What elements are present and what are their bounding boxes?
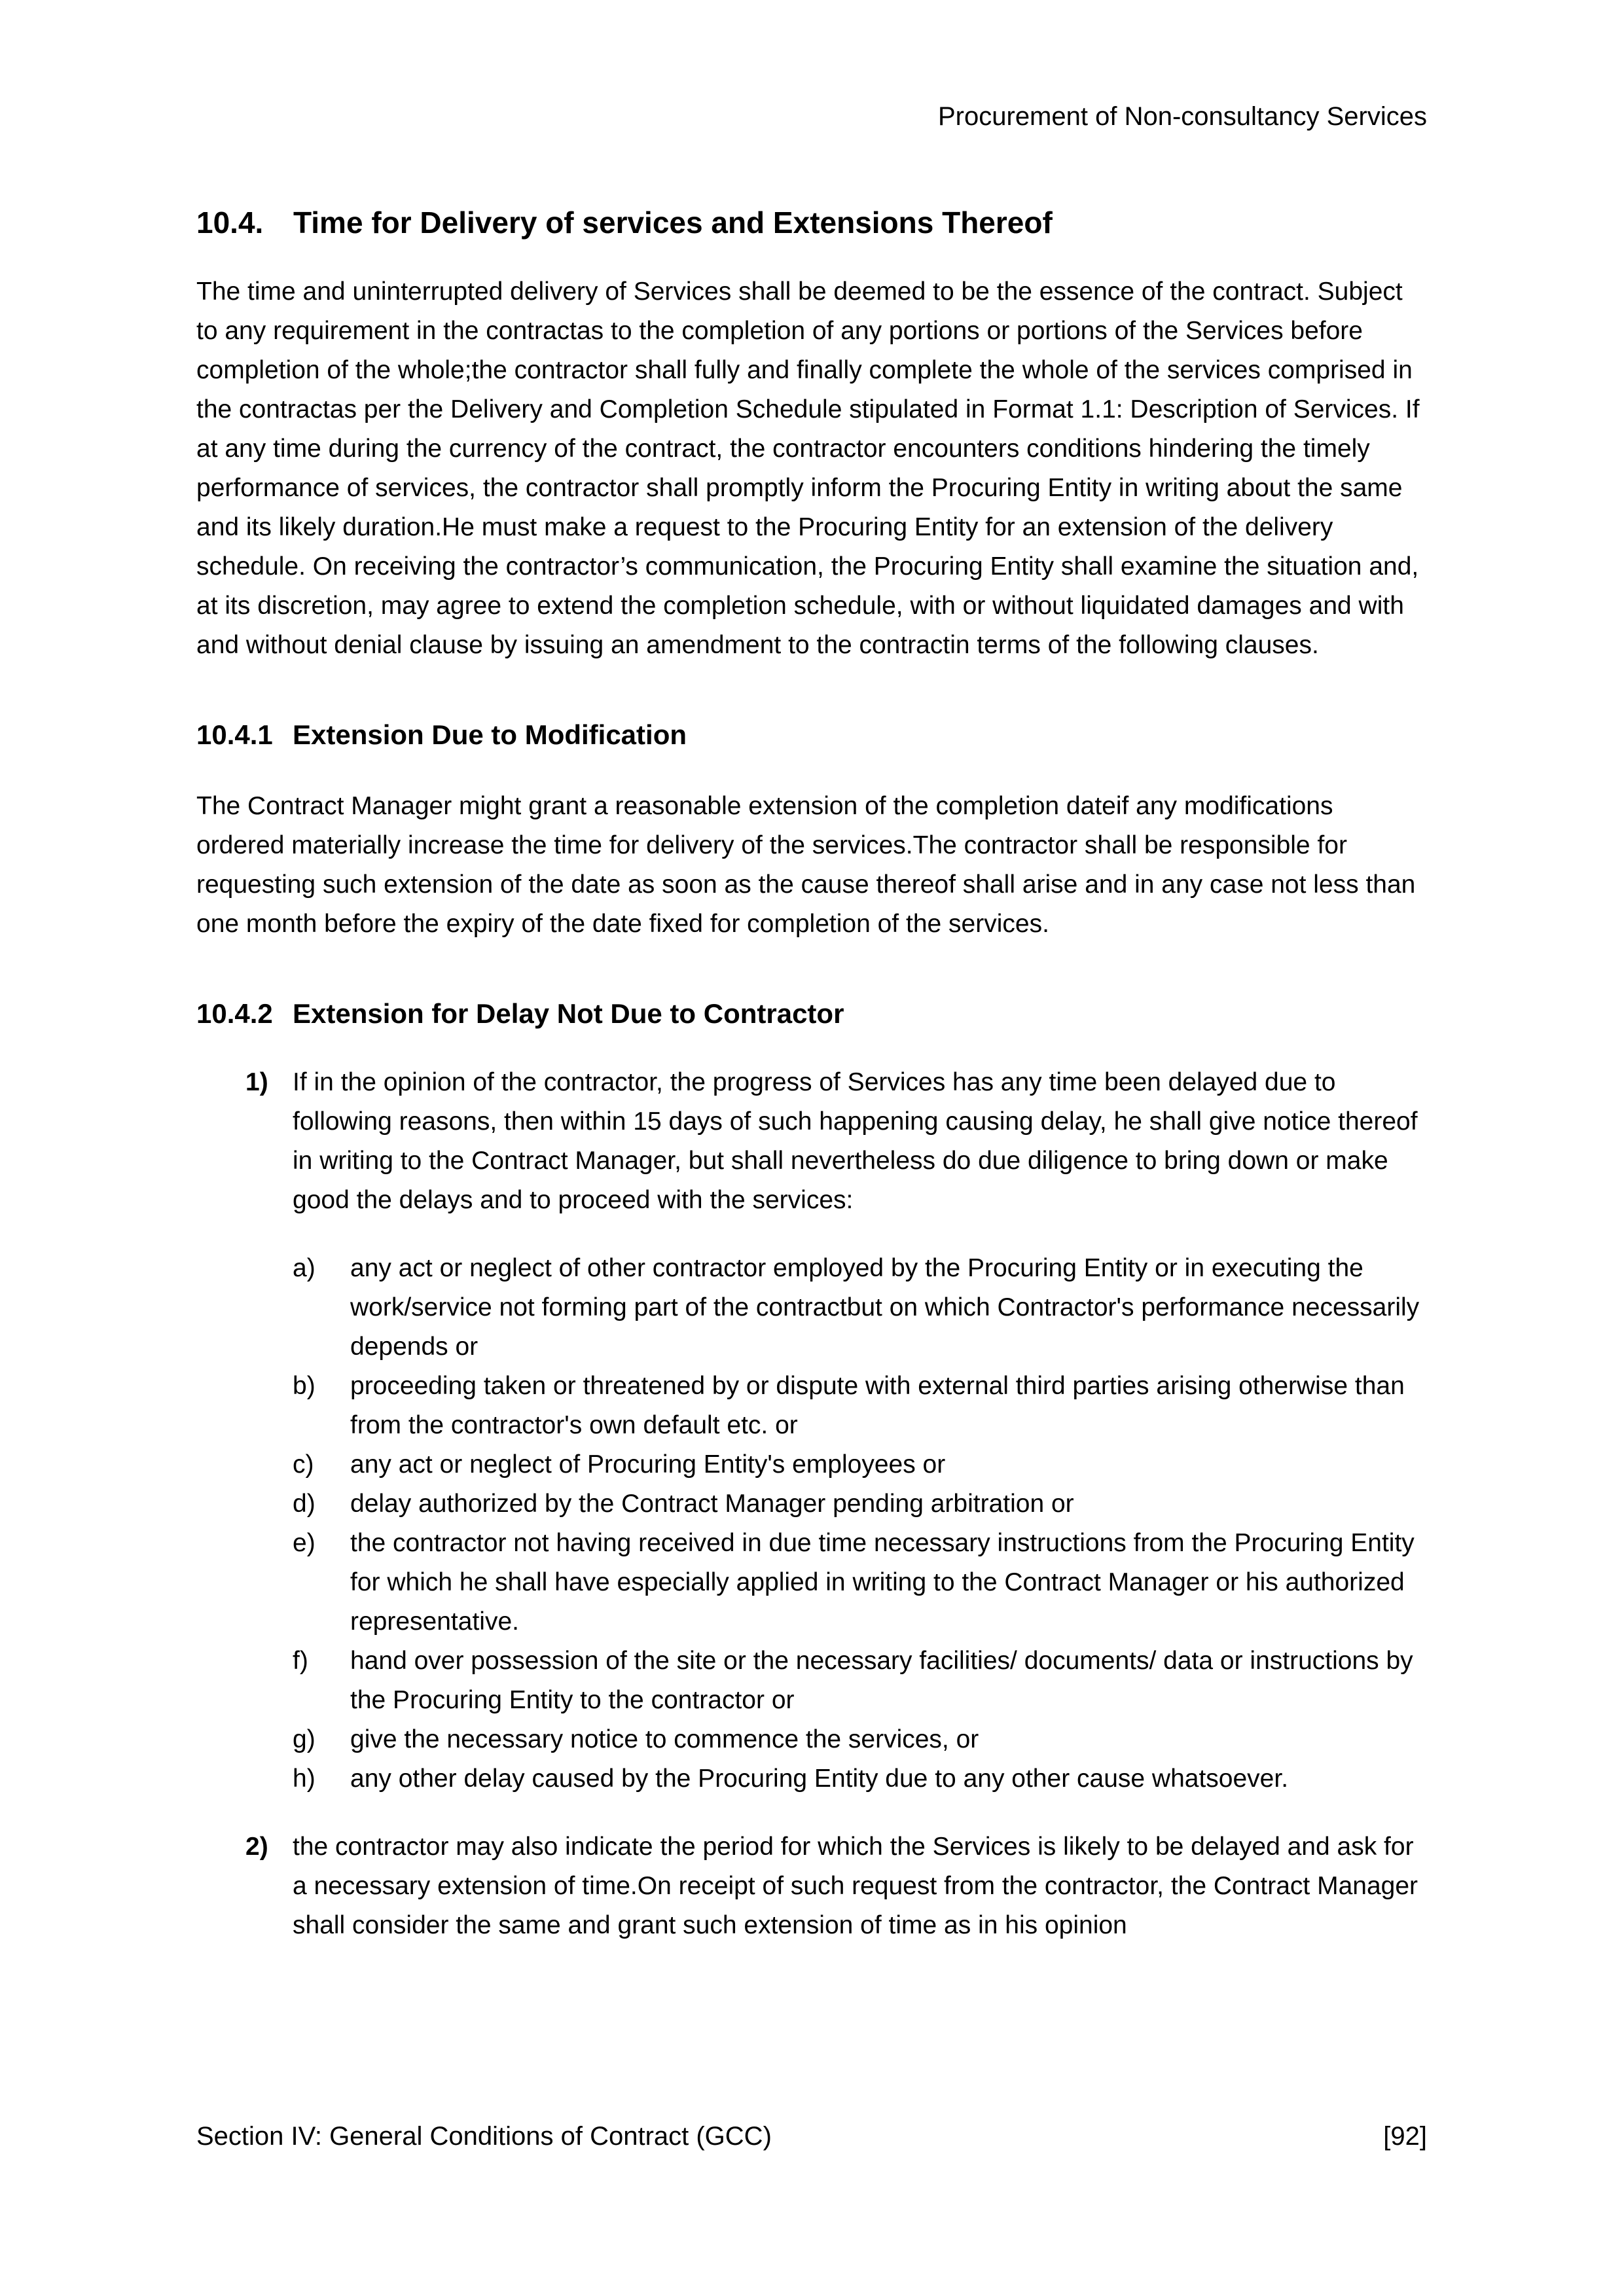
- reason-marker: b): [293, 1372, 316, 1400]
- reason-item-e: [293, 1524, 1427, 1641]
- numbered-item-1: [245, 1063, 1427, 1220]
- reason-text: proceeding taken or threatened by or dispute with external third parties arising otherwise than from the contractor's own default etc. or: [350, 1372, 1405, 1439]
- item-text: the contractor may also indicate the period for which the Services is likely to be delayed and ask for a necessary extension of time.On receipt of such request from the contractor, the Contract Manager shall consider the same and grant such extension of time as in his opinion: [293, 1833, 1418, 1939]
- item-marker: 2): [245, 1833, 268, 1861]
- subsection-title: Extension for Delay Not Due to Contractor: [293, 998, 844, 1029]
- reason-text: give the necessary notice to commence the services, or: [350, 1725, 979, 1753]
- header-title: Procurement of Non-consultancy Services: [938, 102, 1427, 131]
- reason-marker: h): [293, 1765, 316, 1793]
- reason-text: hand over possession of the site or the necessary facilities/ documents/ data or instructions by the Procuring Entity to the contractor or: [350, 1647, 1413, 1714]
- item-marker: 1): [245, 1068, 268, 1096]
- reason-marker: f): [293, 1647, 308, 1675]
- reason-marker: a): [293, 1254, 316, 1282]
- reason-marker: d): [293, 1490, 316, 1518]
- footer-section-label: Section IV: General Conditions of Contract (GCC): [196, 2122, 772, 2151]
- modification-paragraph: The Contract Manager might grant a reasonable extension of the completion dateif any modifications ordered materially increase the time for delivery of the services.The contractor shall be responsible for requesting such extension of the date as soon as the cause thereof shall arise and in any case not less than one month before the expiry of the date fixed for completion of the services.: [196, 792, 1416, 938]
- reason-item-b: [293, 1367, 1427, 1445]
- reason-item-d: [293, 1484, 1427, 1524]
- section-heading: [196, 204, 1427, 241]
- reason-item-g: [293, 1720, 1427, 1759]
- footer-page-number: [92]: [1383, 2122, 1427, 2151]
- subsection-title: Extension Due to Modification: [293, 719, 687, 750]
- subsection-heading-delay: [196, 996, 1427, 1031]
- section-number: 10.4.: [196, 206, 264, 240]
- section-title: Time for Delivery of services and Extensions Thereof: [293, 206, 1053, 240]
- page-footer: [196, 2119, 1427, 2153]
- reason-text: any act or neglect of Procuring Entity's employees or: [350, 1450, 946, 1479]
- subsection-number: 10.4.1: [196, 719, 273, 750]
- reason-marker: e): [293, 1529, 316, 1557]
- subsection-number: 10.4.2: [196, 998, 273, 1029]
- page-content: [196, 204, 1427, 1945]
- reason-item-a: [293, 1249, 1427, 1367]
- reason-marker: c): [293, 1450, 314, 1479]
- subsection-heading-modification: [196, 717, 1427, 753]
- item-text: If in the opinion of the contractor, the progress of Services has any time been delayed due to following reasons, then within 15 days of such happening causing delay, he shall give notice thereof in writing to the Contract Manager, but shall nevertheless do due diligence to bring down or make good the delays and to proceed with the services:: [293, 1068, 1418, 1214]
- reason-item-c: [293, 1445, 1427, 1484]
- reason-text: any act or neglect of other contractor employed by the Procuring Entity or in executing the work/service not forming part of the contractbut on which Contractor's performance necessarily depends or: [350, 1254, 1420, 1361]
- reason-text: delay authorized by the Contract Manager pending arbitration or: [350, 1490, 1074, 1518]
- page-header: [196, 99, 1427, 134]
- reason-list: [293, 1249, 1427, 1799]
- reason-marker: g): [293, 1725, 316, 1753]
- reason-text: the contractor not having received in due time necessary instructions from the Procuring Entity for which he shall have especially applied in writing to the Contract Manager or his authorized representative.: [350, 1529, 1415, 1636]
- reason-item-h: [293, 1759, 1427, 1799]
- intro-paragraph: The time and uninterrupted delivery of Services shall be deemed to be the essence of the contract. Subject to any requirement in the contractas to the completion of any portions or portions of the Services before completion of the whole;the contractor shall fully and finally complete the whole of the services comprised in the contractas per the Delivery and Completion Schedule stipulated in Format 1.1: Description of Services. If at any time during the currency of the contract, the contractor encounters conditions hindering the timely performance of services, the contractor shall promptly inform the Procuring Entity in writing about the same and its likely duration.He must make a request to the Procuring Entity for an extension of the delivery schedule. On receiving the contractor’s communication, the Procuring Entity shall examine the situation and, at its discretion, may agree to extend the completion schedule, with or without liquidated damages and with and without denial clause by issuing an amendment to the contractin terms of the following clauses.: [196, 278, 1420, 659]
- reason-text: any other delay caused by the Procuring Entity due to any other cause whatsoever.: [350, 1765, 1289, 1793]
- reason-item-f: [293, 1641, 1427, 1720]
- numbered-item-2: [245, 1827, 1427, 1945]
